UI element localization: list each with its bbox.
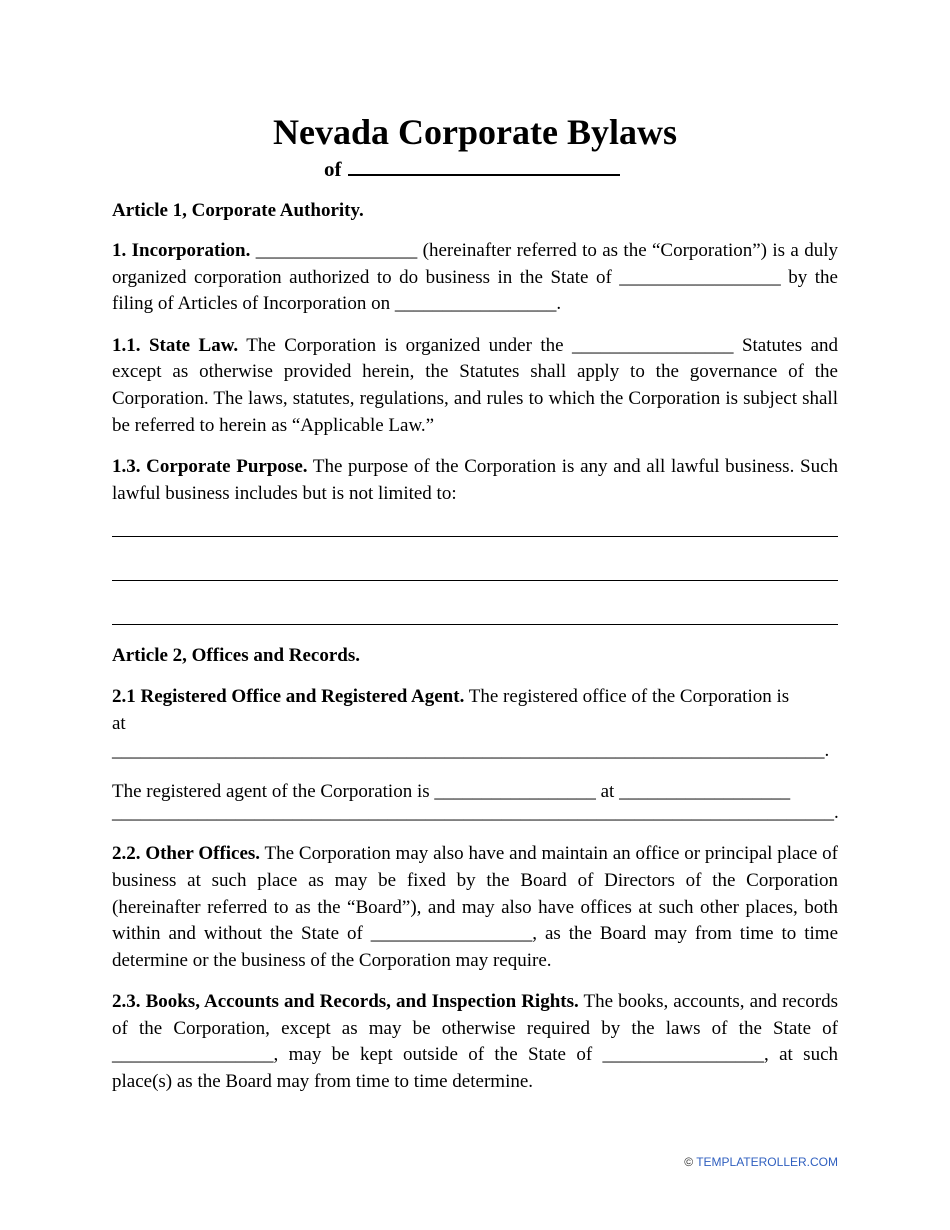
section-2-3-books-records bbox=[112, 989, 838, 1095]
section-2-2-label: 2.2. Other Offices. bbox=[112, 843, 261, 865]
section-2-2-other-offices bbox=[112, 841, 838, 974]
registered-agent-line-1: The registered agent of the Corporation is _________________ at __________________ bbox=[112, 781, 791, 803]
copyright-symbol: © bbox=[684, 1155, 694, 1169]
footer-credit bbox=[684, 1155, 838, 1169]
section-1-1-text: The Corporation is organized under the _________________ Statutes and except as otherwise provided herein, the Statutes shall apply to the governance of the Corporation. The laws, statutes, regulations, and rules to which the Corporation is subject shall be referred to herein as “Applicable Law.” bbox=[112, 334, 839, 436]
section-1-1-state-law bbox=[112, 333, 838, 439]
section-1-text: _________________ (hereinafter referred to as the “Corporation”) is a duly organized corporation authorized to do business in the State of _________________ by the filing of Articles of Incorporation on _________________. bbox=[112, 240, 839, 315]
section-1-label: 1. Incorporation. bbox=[112, 240, 251, 261]
document-title: Nevada Corporate Bylaws bbox=[273, 112, 677, 152]
section-2-2-text: The Corporation may also have and maintain an office or principal place of business at such place as may be fixed by the Board of Directors of the Corporation (hereinafter referred to as the “Board”), and may also have offices at such other places, both within and without the State of _________________, as the Board may from time to time determine or the business of the Corporation may require. bbox=[112, 843, 838, 971]
document-page bbox=[112, 110, 838, 1096]
section-2-1-address-line: at ___________________________________________________________________________. bbox=[112, 712, 830, 761]
article-1-heading: Article 1, Corporate Authority. bbox=[112, 200, 364, 221]
section-2-1-registered-office bbox=[112, 684, 838, 711]
section-1-incorporation bbox=[112, 238, 838, 318]
purpose-line-1[interactable] bbox=[112, 535, 838, 537]
registered-agent-line-2: ____________________________________________________________________________. bbox=[112, 801, 839, 823]
section-2-3-label: 2.3. Books, Accounts and Records, and Inspection Rights. bbox=[112, 991, 579, 1013]
section-2-3-text: The books, accounts, and records of the Corporation, except as may be otherwise required by the laws of the State of _________________, may be kept outside of the State of _________________, at such place(s) as the Board may from time to time determine. bbox=[112, 991, 838, 1093]
section-2-1-label: 2.1 Registered Office and Registered Agent. bbox=[112, 686, 465, 708]
section-1-3-label: 1.3. Corporate Purpose. bbox=[112, 456, 308, 478]
section-1-3-corporate-purpose bbox=[112, 454, 838, 507]
subtitle-of-label: of bbox=[324, 157, 342, 181]
purpose-line-2[interactable] bbox=[112, 579, 838, 581]
purpose-line-3[interactable] bbox=[112, 623, 838, 625]
section-2-1-text-a: The registered office of the Corporation is bbox=[464, 686, 790, 708]
templateroller-link[interactable]: TEMPLATEROLLER.COM bbox=[696, 1155, 838, 1169]
section-1-3-text: The purpose of the Corporation is any and all lawful business. Such lawful business includes but is not limited to: bbox=[112, 456, 838, 504]
subtitle-of bbox=[324, 154, 838, 182]
article-2-heading: Article 2, Offices and Records. bbox=[112, 645, 360, 667]
company-name-blank[interactable] bbox=[348, 154, 620, 176]
section-1-1-label: 1.1. State Law. bbox=[112, 334, 239, 356]
